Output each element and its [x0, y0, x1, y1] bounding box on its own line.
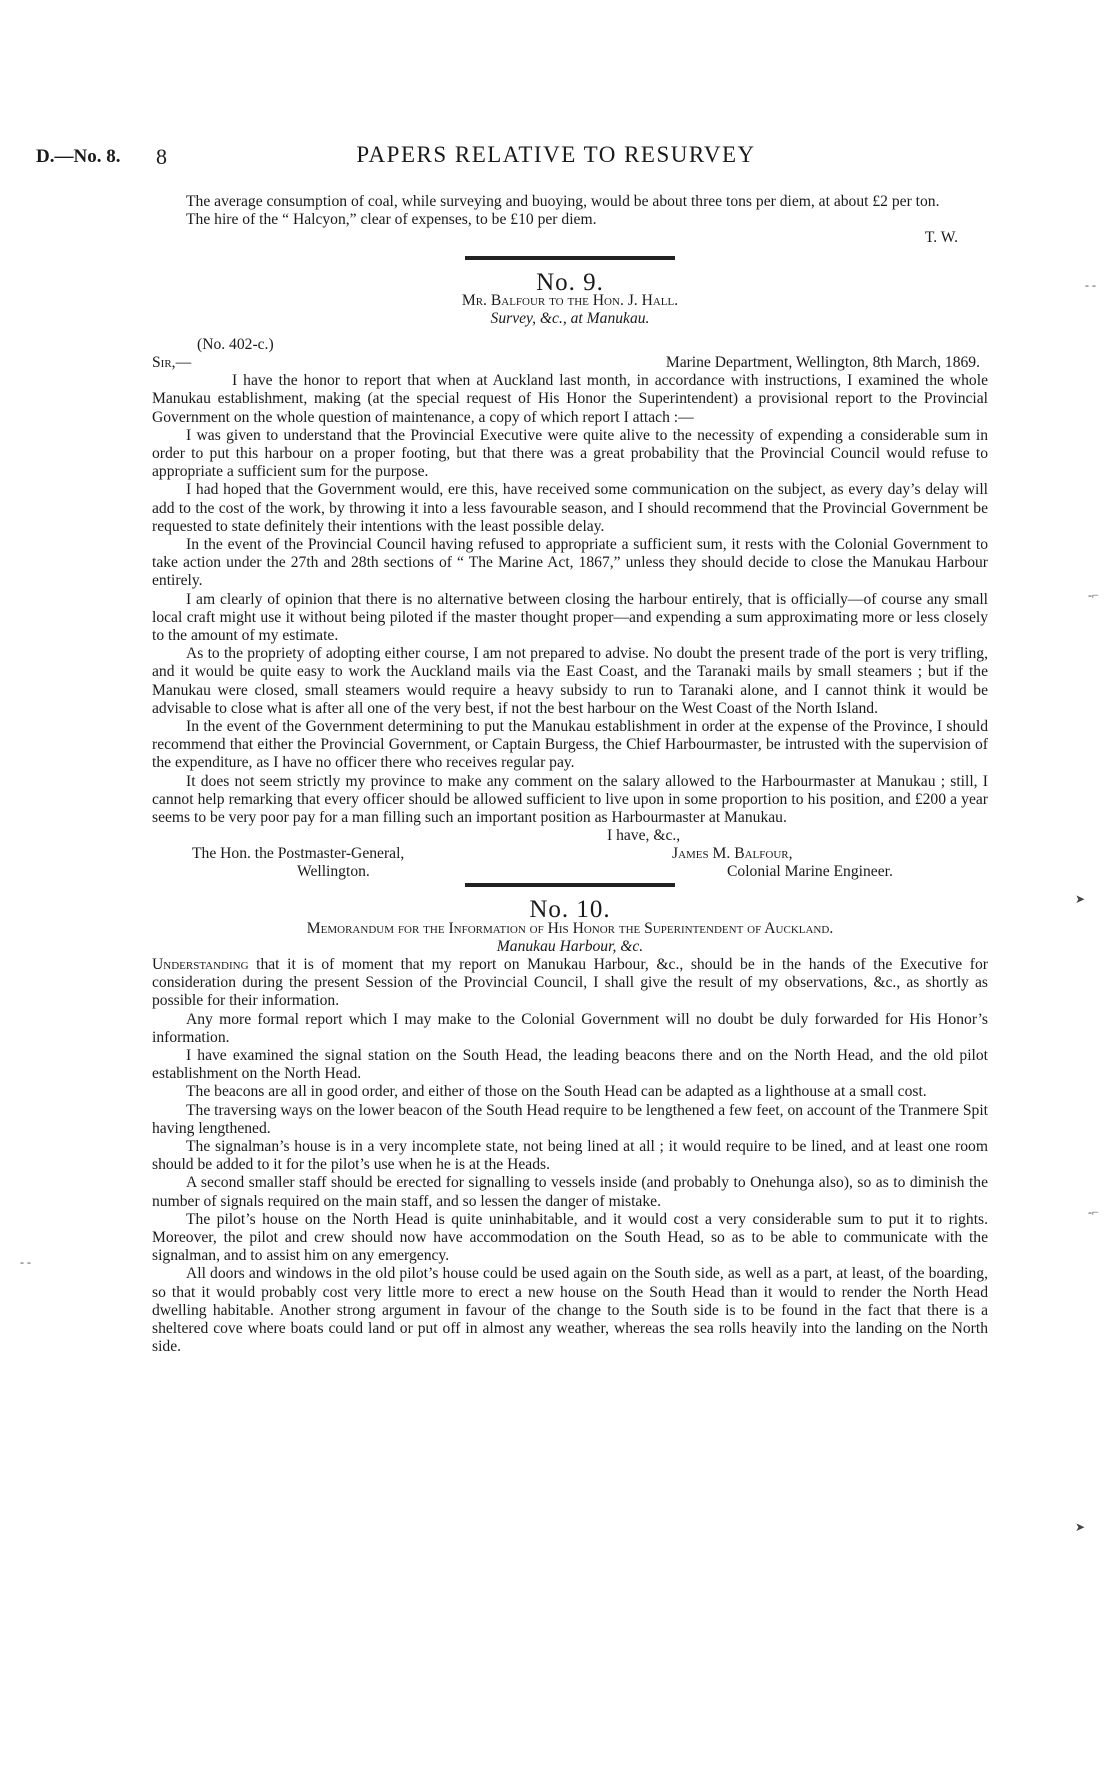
letter-meta [152, 336, 988, 372]
memo-paragraph: The beacons are all in good order, and either of those on the South Head can be adapted as a lighthouse at a small cost. [186, 1083, 927, 1101]
closing: I have, &c., [607, 827, 681, 845]
letter-paragraph: In the event of the Provincial Council having refused to appropriate a sufficient sum, it rests with the Colonial Government to take action under the 27th and 28th sections of “ The Marine Act, 1867,” unless they should decide to close the Manukau Harbour entirely. [152, 536, 988, 590]
section-heading-no10: No. 10. [529, 896, 611, 924]
letter-paragraph: In the event of the Government determining to put the Manukau establishment in order at the expense of the Province, I should recommend that either the Provincial Government, or Captain Burgess, the Chief Harbourmaster, be intrusted with the supervision of the expenditure, as I have no officer there who receives regular pay. [152, 718, 988, 772]
memo-paragraph [152, 956, 988, 1011]
letter-paragraph: I had hoped that the Government would, ere this, have received some communication on the subject, as every day’s delay will add to the cost of the work, by throwing it into a less favourable season, and I should recommend that the Provincial Government be requested to state definitely their intentions with the least possible delay. [152, 481, 988, 535]
memo-paragraph: I have examined the signal station on the South Head, the leading beacons there and on the North Head, and the old pilot establishment on the North Head. [152, 1046, 988, 1083]
salutation: Sir,— [152, 354, 192, 372]
letter-paragraph: As to the propriety of adopting either course, I am not prepared to advise. No doubt the present trade of the port is very trifling, and it would be quite easy to work the Auckland mails via the East Coast, and the Taranaki mails by small steamers ; but if the Manukau were closed, small steamers would require a heavy subsidy to run to Taranaki alone, and I cannot think it would be advisable to close what is after all one of the very best, if not the best harbour on the West Coast of the North Island. [152, 645, 988, 717]
signer-name: James M. Balfour, [672, 845, 793, 863]
margin-mark: ➤ [1075, 1520, 1086, 1534]
letter-paragraph: It does not seem strictly my province to make any comment on the salary allowed to the Harbourmaster at Manukau ; still, I cannot help remarking that every officer should be allowed sufficient to live upon in some proportion to his position, and £200 a year seems to be very poor pay for a man filling such an important position as Harbourmaster at Manukau. [152, 772, 988, 827]
letter-paragraph: I am clearly of opinion that there is no alternative between closing the harbour entirely, that is officially—of course any small local craft might use it without being piloted if the master thought proper—and expending a sum approximating more or less closely to the amount of my estimate. [152, 590, 988, 645]
memo-paragraph: The signalman’s house is in a very incomplete state, not being lined at all ; it would require to be lined, and at least one room should be added to it for the pilot’s use when he is at the Heads. [152, 1137, 988, 1174]
letter-from-to: Mr. Balfour to the Hon. J. Hall. [461, 291, 679, 309]
addressee: The Hon. the Postmaster-General, [192, 845, 405, 863]
section-divider [465, 883, 675, 887]
letter-signature-block [152, 827, 988, 883]
memo-paragraph: All doors and windows in the old pilot’s house could be used again on the South side, as well as a part, at least, of the boarding, so that it would probably cost very little more to erect a new house on the South Head than it would to render the North Head dwelling habitable. Another strong argument in favour of the change to the South side is to be found in the fact that there is a sheltered cove where boats could land or put off in almost any weather, whereas the sea rolls heavily into the landing on the North side. [152, 1265, 988, 1356]
memo-paragraph: The pilot’s house on the North Head is quite uninhabitable, and it would cost a very considerable sum to put it to rights. Moreover, the pilot and crew should now have accommodation on the South Head, so as to be able to communicate with the signalman, and to assist him on any emergency. [152, 1210, 988, 1265]
letter-ref: (No. 402-c.) [197, 336, 274, 354]
page-number: 8 [156, 144, 167, 169]
margin-mark: -⌐ [1088, 1205, 1099, 1219]
letter-paragraph: I was given to understand that the Provincial Executive were quite alive to the necessity of expending a considerable sum in order to put this harbour on a proper footing, but that there was a great probability that the Provincial Council would refuse to appropriate a sufficient sum for the purpose. [152, 426, 988, 481]
intro-paragraph: The average consumption of coal, while surveying and buoying, would be about three tons per diem, at about £2 per ton. [186, 193, 940, 210]
memo-paragraph: The traversing ways on the lower beacon of the South Head require to be lengthened a few feet, on account of the Tranmere Spit having lengthened. [152, 1101, 988, 1137]
intro-initials: T. W. [924, 229, 958, 247]
letter-subject: Survey, &c., at Manukau. [490, 310, 650, 328]
section-divider [465, 256, 675, 260]
memo-title: Memorandum for the Information of His Honor the Superintendent of Auckland. [306, 919, 834, 937]
section-heading-no9: No. 9. [536, 268, 604, 296]
signer-role: Colonial Marine Engineer. [727, 863, 893, 881]
memo-first-text: that it is of moment that my report on Manukau Harbour, &c., should be in the hands of the Executive for consideration during the present Session of the Provincial Council, I shall give the result of my observations, &c., as shortly as possible for their information. [152, 955, 988, 1010]
margin-mark: ‐ ‑ [1085, 278, 1096, 292]
margin-mark: ‑ ‑ [20, 1255, 31, 1269]
margin-mark: -⌐ [1088, 588, 1099, 602]
document-reference: D.—No. 8. [36, 146, 121, 167]
margin-mark: ➤ [1075, 892, 1086, 906]
document-body [152, 193, 988, 1356]
page-title: PAPERS RELATIVE TO RESURVEY [356, 142, 756, 167]
memo-subject: Manukau Harbour, &c. [496, 937, 644, 955]
intro-paragraph: The hire of the “ Halcyon,” clear of expenses, to be £10 per diem. [186, 211, 597, 229]
memo-paragraph: A second smaller staff should be erected for signalling to vessels inside (and probably to Onehunga also), so as to diminish the number of signals required on the main staff, and so lessen the danger of mistake. [152, 1174, 988, 1210]
addressee-place: Wellington. [297, 863, 370, 881]
page-header [36, 142, 1076, 178]
letter-paragraph: I have the honor to report that when at Auckland last month, in accordance with instructions, I examined the whole Manukau establishment, making (at the special request of His Honor the Superintendent) a provisional report to the Provincial Government on the whole question of maintenance, a copy of which report I attach :— [152, 372, 988, 426]
memo-first-word: Understanding [152, 955, 249, 973]
letter-date: Marine Department, Wellington, 8th March, 1869. [665, 354, 980, 372]
memo-paragraph: Any more formal report which I may make to the Colonial Government will no doubt be duly forwarded for His Honor’s information. [152, 1010, 988, 1046]
